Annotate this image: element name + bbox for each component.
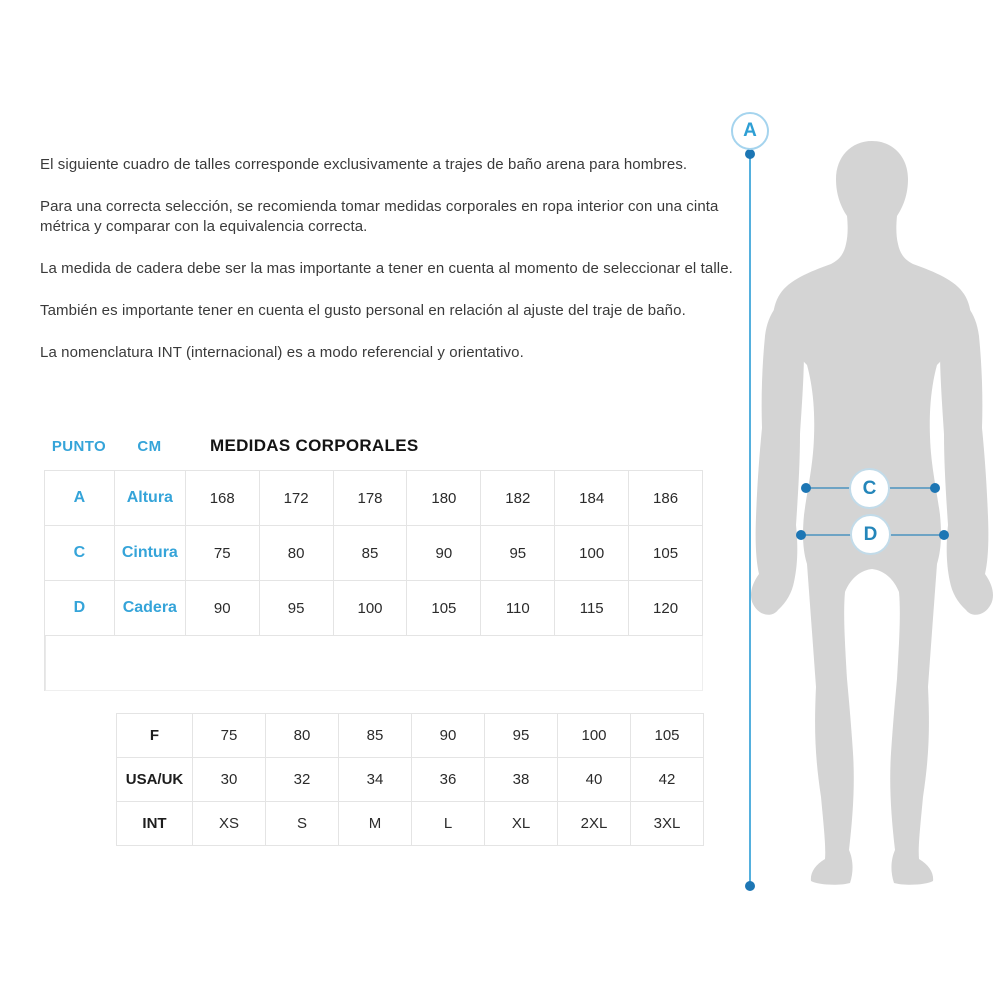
point-label: D (45, 581, 115, 636)
table-cell: 3XL (631, 802, 704, 846)
empty-table-row (45, 636, 703, 691)
height-measure-line (749, 152, 751, 886)
table-cell: 90 (407, 526, 481, 581)
table-cell: 42 (631, 758, 704, 802)
table-cell: M (339, 802, 412, 846)
table-cell: 100 (555, 526, 629, 581)
table-cell: 36 (412, 758, 485, 802)
measure-dot (745, 149, 755, 159)
table-cell: 105 (631, 714, 704, 758)
table-row-int (117, 802, 704, 846)
intro-paragraph: El siguiente cuadro de talles corresponde exclusivamente a trajes de baño arena para hombres. (40, 156, 688, 173)
measure-label: Cintura (115, 526, 186, 581)
table-cell: 75 (186, 526, 260, 581)
table-cell: 172 (260, 471, 334, 526)
table-cell: 186 (629, 471, 703, 526)
measurements-table-title: MEDIDAS CORPORALES (210, 436, 419, 455)
table-cell: 80 (260, 526, 334, 581)
table-cell: 100 (334, 581, 408, 636)
size-row-label: F (117, 714, 193, 758)
table-cell: 80 (266, 714, 339, 758)
table-cell: 34 (339, 758, 412, 802)
table-cell: 168 (186, 471, 260, 526)
table-row-cadera (45, 581, 703, 636)
table-cell: 90 (412, 714, 485, 758)
table-cell: 100 (558, 714, 631, 758)
table-cell: 2XL (558, 802, 631, 846)
table-cell: 95 (485, 714, 558, 758)
table-cell: 90 (186, 581, 260, 636)
table-cell: 95 (260, 581, 334, 636)
marker-c (849, 468, 890, 509)
intro-paragraph: La nomenclatura INT (internacional) es a modo referencial y orientativo. (40, 344, 524, 361)
table-cell: 75 (193, 714, 266, 758)
table-cell: 120 (629, 581, 703, 636)
table-cell: L (412, 802, 485, 846)
size-row-label: USA/UK (117, 758, 193, 802)
table-cell: 85 (339, 714, 412, 758)
table-cell: 95 (481, 526, 555, 581)
measure-dot (745, 881, 755, 891)
table-cell: 85 (334, 526, 408, 581)
marker-c-label: C (862, 477, 877, 499)
size-row-label: INT (117, 802, 193, 846)
measurements-table (44, 470, 703, 691)
table-cell: 110 (481, 581, 555, 636)
marker-d-label: D (863, 523, 878, 545)
table-cell: S (266, 802, 339, 846)
measure-dot (930, 483, 940, 493)
intro-paragraph: La medida de cadera debe ser la mas importante a tener en cuenta al momento de seleccionar el talle. (40, 260, 733, 277)
table-cell: 40 (558, 758, 631, 802)
table-cell: 184 (555, 471, 629, 526)
table-cell: 105 (407, 581, 481, 636)
table-cell: 180 (407, 471, 481, 526)
intro-section (40, 155, 740, 385)
measure-dot (801, 483, 811, 493)
table-cell: 178 (334, 471, 408, 526)
table-cell: 105 (629, 526, 703, 581)
measure-dot (939, 530, 949, 540)
marker-d (850, 514, 891, 555)
table-row-cintura (45, 526, 703, 581)
marker-a-label: A (743, 120, 757, 141)
header-cm: CM (137, 437, 162, 455)
table-cell: XL (485, 802, 558, 846)
table-row-f (117, 714, 704, 758)
intro-paragraph: Para una correcta selección, se recomienda tomar medidas corporales en ropa interior con una cinta métrica y comparar con la equivalencia correcta. (40, 198, 719, 235)
point-label: A (45, 471, 115, 526)
table-cell: 32 (266, 758, 339, 802)
intro-paragraph: También es importante tener en cuenta el gusto personal en relación al ajuste del traje de baño. (40, 302, 686, 319)
measure-label: Altura (115, 471, 186, 526)
table-cell: 30 (193, 758, 266, 802)
table-cell: 182 (481, 471, 555, 526)
table-cell: 38 (485, 758, 558, 802)
sizes-table (116, 713, 704, 846)
header-punto: PUNTO (51, 437, 107, 455)
point-label: C (45, 526, 115, 581)
table-row-altura (45, 471, 703, 526)
marker-a (731, 112, 769, 150)
measure-dot (796, 530, 806, 540)
measure-label: Cadera (115, 581, 186, 636)
measurements-table-header (44, 436, 704, 456)
table-row-usa-uk (117, 758, 704, 802)
table-cell: 115 (555, 581, 629, 636)
table-cell: XS (193, 802, 266, 846)
